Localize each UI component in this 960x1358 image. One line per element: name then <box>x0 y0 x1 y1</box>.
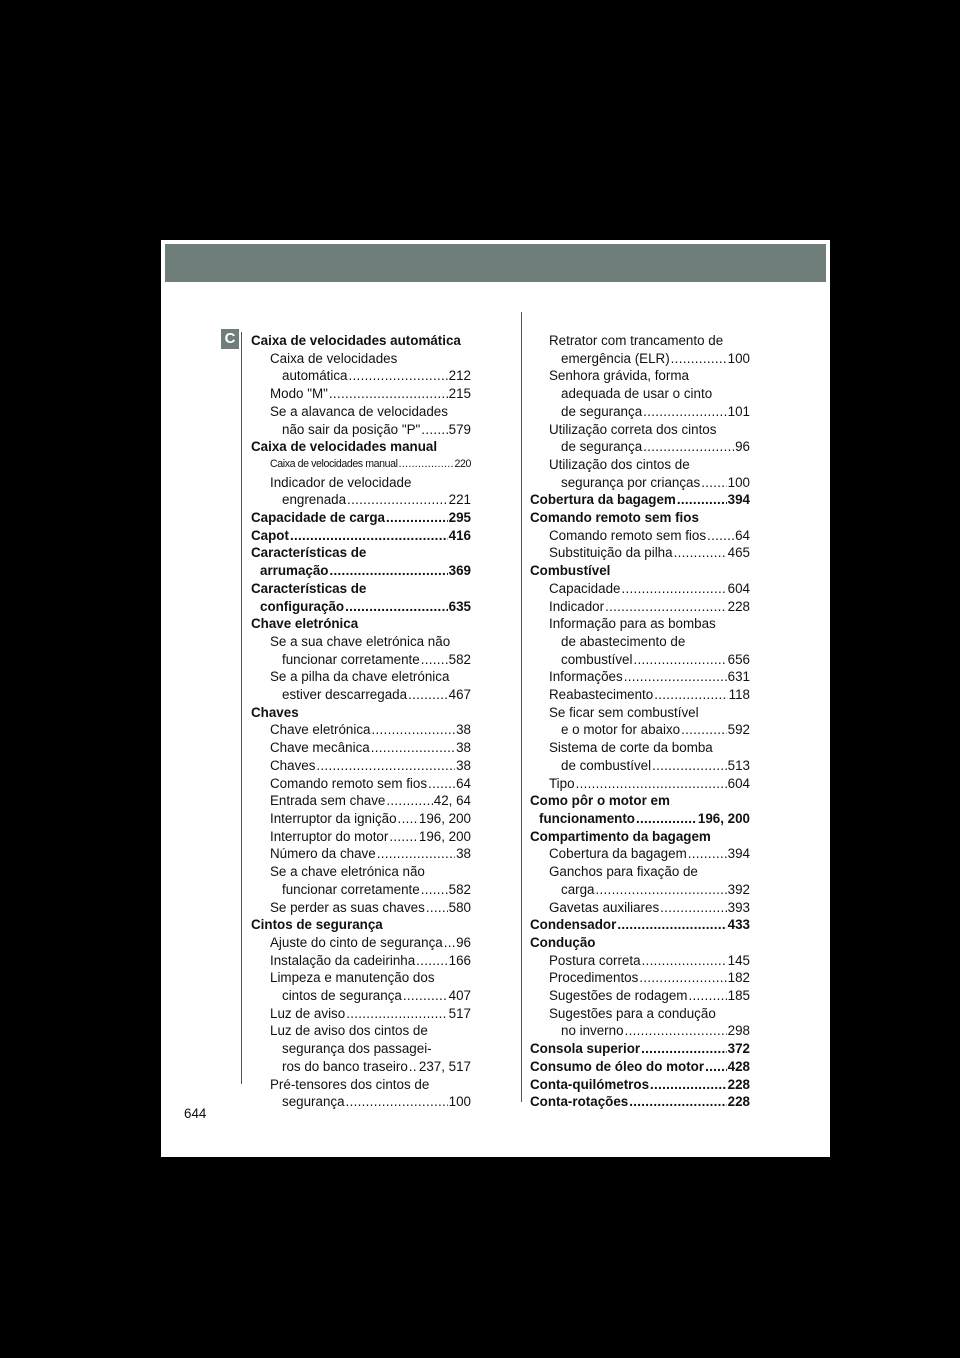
entry-text: Caixa de velocidades manual <box>270 457 398 470</box>
entry-text: Sistema de corte da bomba <box>549 740 713 756</box>
page-reference: 433 <box>727 917 750 933</box>
entry-text: Chave eletrónica <box>270 722 371 738</box>
dot-leader <box>707 527 734 545</box>
entry-text: funcionar corretamente <box>282 881 420 897</box>
entry-text: Combustível <box>530 563 611 579</box>
index-entry <box>251 704 471 722</box>
index-subentry <box>530 580 750 598</box>
index-entry <box>530 916 750 934</box>
entry-text: cintos de segurança <box>282 988 402 1004</box>
page-reference: 393 <box>727 899 750 915</box>
entry-text: Chaves <box>270 757 316 773</box>
index-subentry <box>530 332 750 367</box>
entry-text: Senhora grávida, forma <box>549 368 689 384</box>
header-bar <box>165 244 826 282</box>
index-subentry <box>530 598 750 616</box>
index-subentry <box>530 952 750 970</box>
page-reference: 96 <box>456 934 471 950</box>
index-entry <box>530 934 750 952</box>
entry-text: Ganchos para fixação de <box>549 864 698 880</box>
index-entry <box>251 332 471 350</box>
index-subentry <box>530 775 750 793</box>
dot-leader <box>639 969 726 987</box>
entry-text: Ajuste do cinto de segurança <box>270 934 443 950</box>
page-reference: 196, 200 <box>697 810 750 826</box>
dot-leader <box>641 1040 727 1058</box>
entry-text: Reabastecimento <box>549 687 654 703</box>
page-reference: 416 <box>448 527 471 543</box>
page-reference: 215 <box>448 386 471 402</box>
dot-leader <box>671 350 727 368</box>
entry-text: Tipo <box>549 775 575 791</box>
entry-text: Chave mecânica <box>270 740 370 756</box>
dot-leader <box>409 1058 418 1076</box>
dot-leader <box>674 544 727 562</box>
index-subentry <box>251 474 471 509</box>
entry-text: Cintos de segurança <box>251 917 383 933</box>
index-entry <box>530 509 750 527</box>
index-subentry <box>530 367 750 420</box>
page-reference: 298 <box>727 1023 750 1039</box>
dot-leader <box>372 721 456 739</box>
index-entry <box>530 491 750 509</box>
entry-text: adequada de usar o cinto <box>561 386 713 402</box>
dot-leader <box>290 527 448 545</box>
page-reference: 118 <box>728 687 750 703</box>
entry-text: Utilização correta dos cintos <box>549 421 717 437</box>
dot-leader <box>398 810 418 828</box>
index-subentry <box>530 704 750 739</box>
entry-text: Cobertura da bagagem <box>530 492 676 508</box>
index-subentry <box>530 527 750 545</box>
page-reference: 295 <box>448 510 471 526</box>
dot-leader <box>347 491 448 509</box>
entry-text: Instalação da cadeirinha <box>270 952 416 968</box>
page-reference: 604 <box>727 580 750 596</box>
dot-leader <box>643 438 734 456</box>
index-entry <box>251 615 471 633</box>
index-subentry <box>530 1005 750 1040</box>
page-reference: 372 <box>727 1041 750 1057</box>
page-reference: 394 <box>727 846 750 862</box>
entry-text: funcionamento <box>539 810 635 826</box>
entry-text: Gavetas auxiliares <box>549 899 660 915</box>
entry-text: Consumo de óleo do motor <box>530 1058 705 1074</box>
entry-text: Número da chave <box>270 846 376 862</box>
index-subentry <box>251 739 471 757</box>
entry-text: Modo "M" <box>270 386 328 402</box>
dot-leader <box>643 403 727 421</box>
entry-text: Caixa de velocidades manual <box>251 439 438 455</box>
index-subentry <box>251 828 471 846</box>
entry-text: carga <box>561 881 595 897</box>
page-reference: 42, 64 <box>433 793 471 809</box>
index-subentry <box>530 668 750 686</box>
page-reference: 196, 200 <box>418 810 471 826</box>
dot-leader <box>624 668 727 686</box>
dot-leader <box>399 456 454 474</box>
entry-text: funcionar corretamente <box>282 651 420 667</box>
index-entry <box>251 527 471 545</box>
entry-text: de combustível <box>561 757 652 773</box>
entry-text: Informações <box>549 669 623 685</box>
entry-text: Comando remoto sem fios <box>549 527 707 543</box>
index-subentry <box>251 668 471 703</box>
entry-text: e o motor for abaixo <box>561 722 681 738</box>
page-reference: 407 <box>448 988 471 1004</box>
entry-text: Pré-tensores dos cintos de <box>270 1076 430 1092</box>
index-subentry <box>251 934 471 952</box>
index-entry <box>251 544 471 579</box>
index-subentry <box>251 952 471 970</box>
page-reference: 582 <box>448 881 471 897</box>
entry-text: Se perder as suas chaves <box>270 899 425 915</box>
section-letter-tab: C <box>221 329 239 349</box>
entry-text: Se ficar sem combustível <box>549 704 699 720</box>
index-entry <box>530 1076 750 1094</box>
dot-leader <box>346 1005 447 1023</box>
page-reference: 101 <box>727 403 750 419</box>
entry-text: Substituição da pilha <box>549 545 673 561</box>
dot-leader <box>705 1058 727 1076</box>
entry-text: Postura correta <box>549 952 641 968</box>
index-subentry <box>251 792 471 810</box>
dot-leader <box>403 987 448 1005</box>
page-reference: 64 <box>735 527 750 543</box>
entry-text: de segurança <box>561 439 643 455</box>
entry-text: automática <box>282 368 348 384</box>
dot-leader <box>654 686 727 704</box>
dot-leader <box>428 775 455 793</box>
dot-leader <box>377 845 455 863</box>
index-subentry <box>251 845 471 863</box>
entry-text: segurança dos passagei- <box>282 1041 432 1057</box>
entry-text: Conta-rotações <box>530 1094 629 1110</box>
page-reference: 228 <box>727 1076 750 1092</box>
dot-leader <box>605 598 727 616</box>
entry-text: Chave eletrónica <box>251 616 359 632</box>
dot-leader <box>681 721 727 739</box>
entry-text: de abastecimento de <box>561 633 686 649</box>
dot-leader <box>629 1093 726 1111</box>
dot-leader <box>329 385 448 403</box>
page-reference: 38 <box>456 740 471 756</box>
index-subentry <box>251 1022 471 1075</box>
page-reference: 182 <box>727 970 750 986</box>
entry-text: configuração <box>260 598 345 614</box>
page-reference: 656 <box>727 651 750 667</box>
page-reference: 96 <box>735 439 750 455</box>
index-subentry <box>251 757 471 775</box>
entry-text: Entrada sem chave <box>270 793 386 809</box>
entry-text: Características de <box>251 545 367 561</box>
dot-leader <box>625 1022 727 1040</box>
entry-text: Interruptor da ignição <box>270 810 397 826</box>
page-reference: 221 <box>448 492 471 508</box>
page-reference: 100 <box>727 350 750 366</box>
dot-leader <box>660 899 727 917</box>
page-reference: 631 <box>727 669 750 685</box>
dot-leader <box>345 598 448 616</box>
entry-text: Capacidade <box>549 580 621 596</box>
dot-leader <box>426 899 448 917</box>
entry-text: Se a sua chave eletrónica não <box>270 633 451 649</box>
dot-leader <box>650 1076 727 1094</box>
page-reference: 228 <box>727 598 750 614</box>
entry-text: Se a chave eletrónica não <box>270 864 425 880</box>
page-reference: 228 <box>727 1094 750 1110</box>
page-reference: 465 <box>727 545 750 561</box>
dot-leader <box>386 509 448 527</box>
entry-text: combustível <box>561 651 633 667</box>
index-subentry <box>251 721 471 739</box>
entry-text: Caixa de velocidades <box>270 350 398 366</box>
entry-text: Capacidade de carga <box>251 510 385 526</box>
entry-text: segurança <box>282 1094 345 1110</box>
page-reference: 467 <box>448 687 471 703</box>
page-reference: 369 <box>448 563 471 579</box>
index-subentry <box>251 1005 471 1023</box>
index-subentry <box>530 544 750 562</box>
dot-leader <box>346 1093 448 1111</box>
index-entry <box>251 916 471 934</box>
dot-leader <box>421 881 448 899</box>
index-entry <box>251 580 471 615</box>
entry-text: segurança por crianças <box>561 474 701 490</box>
entry-text: Como pôr o motor em <box>530 793 670 809</box>
page-reference: 582 <box>448 651 471 667</box>
page-reference: 212 <box>448 368 471 384</box>
index-subentry <box>251 899 471 917</box>
entry-text: Consola superior <box>530 1041 641 1057</box>
dot-leader <box>389 828 418 846</box>
entry-text: Comando remoto sem fios <box>530 510 699 526</box>
entry-text: Chaves <box>251 704 299 720</box>
index-entry <box>530 828 750 846</box>
page-reference: 428 <box>727 1058 750 1074</box>
index-subentry <box>530 899 750 917</box>
dot-leader <box>421 651 448 669</box>
index-column-2 <box>530 332 750 1111</box>
dot-leader <box>642 952 727 970</box>
dot-leader <box>349 367 448 385</box>
page-reference: 38 <box>456 722 471 738</box>
entry-text: ros do banco traseiro <box>282 1058 408 1074</box>
page-reference: 580 <box>448 899 471 915</box>
index-subentry <box>530 615 750 668</box>
entry-text: Retrator com trancamento de <box>549 333 724 348</box>
entry-text: Capot <box>251 527 289 543</box>
dot-leader <box>677 491 727 509</box>
dot-leader <box>633 651 726 669</box>
page-reference: 579 <box>448 421 471 437</box>
dot-leader <box>621 580 726 598</box>
page-reference: 185 <box>727 988 750 1004</box>
entry-text: Sugestões de rodagem <box>549 988 688 1004</box>
page-reference: 513 <box>727 757 750 773</box>
entry-text: Indicador de velocidade <box>270 474 412 490</box>
entry-text: Procedimentos <box>549 970 639 986</box>
index-entry <box>530 1058 750 1076</box>
page-reference: 392 <box>727 881 750 897</box>
entry-text: arrumação <box>260 563 329 579</box>
index-subentry <box>251 1076 471 1111</box>
entry-text: Conta-quilómetros <box>530 1076 650 1092</box>
page-reference: 145 <box>727 952 750 968</box>
page-reference: 220 <box>454 457 471 470</box>
entry-text: Sugestões para a condução <box>549 1005 716 1021</box>
entry-text: engrenada <box>282 492 347 508</box>
entry-text: Compartimento da bagagem <box>530 828 711 844</box>
index-subentry <box>251 810 471 828</box>
entry-text: Comando remoto sem fios <box>270 775 428 791</box>
dot-leader <box>408 686 448 704</box>
dot-leader <box>371 739 455 757</box>
index-subentry <box>251 456 471 474</box>
page-reference: 64 <box>456 775 471 791</box>
index-subentry <box>251 350 471 385</box>
index-subentry <box>530 421 750 456</box>
index-entry <box>530 1040 750 1058</box>
index-subentry <box>530 863 750 898</box>
index-subentry <box>530 987 750 1005</box>
dot-leader <box>636 810 697 828</box>
index-subentry <box>530 969 750 987</box>
index-subentry <box>251 385 471 403</box>
dot-leader <box>576 775 727 793</box>
dot-leader <box>652 757 727 775</box>
entry-text: Luz de aviso dos cintos de <box>270 1023 428 1039</box>
entry-text: estiver descarregada <box>282 687 408 703</box>
page-reference: 237, 517 <box>418 1058 471 1074</box>
page-reference: 635 <box>448 598 471 614</box>
dot-leader <box>386 792 432 810</box>
page-reference: 166 <box>448 952 471 968</box>
entry-text: Indicador <box>549 598 605 614</box>
entry-text: Condensador <box>530 917 617 933</box>
entry-text: Informação para as bombas <box>549 616 716 632</box>
entry-text: Se a pilha da chave eletrónica <box>270 669 450 685</box>
entry-text: de segurança <box>561 403 643 419</box>
index-subentry <box>530 686 750 704</box>
entry-text: Condução <box>530 934 596 950</box>
entry-text: não sair da posição "P" <box>282 421 421 437</box>
dot-leader <box>688 845 727 863</box>
index-entry <box>530 792 750 827</box>
entry-text: Limpeza e manutenção dos <box>270 970 435 986</box>
index-entry <box>251 509 471 527</box>
page-reference: 517 <box>448 1005 471 1021</box>
dot-leader <box>688 987 726 1005</box>
dot-leader <box>596 881 727 899</box>
page-reference: 38 <box>456 757 471 773</box>
index-subentry <box>530 845 750 863</box>
index-subentry <box>251 863 471 898</box>
entry-text: Interruptor do motor <box>270 828 389 844</box>
dot-leader <box>444 934 455 952</box>
entry-text: Características de <box>251 580 367 596</box>
index-subentry <box>530 739 750 774</box>
page-reference: 604 <box>727 775 750 791</box>
entry-text: Utilização dos cintos de <box>549 456 690 472</box>
index-subentry <box>251 633 471 668</box>
page-reference: 100 <box>727 474 750 490</box>
page-reference: 592 <box>727 722 750 738</box>
column-divider <box>521 312 522 1102</box>
dot-leader <box>329 562 447 580</box>
dot-leader <box>617 916 726 934</box>
manual-page <box>161 240 830 1157</box>
entry-text: Luz de aviso <box>270 1005 346 1021</box>
index-subentry <box>251 969 471 1004</box>
dot-leader <box>701 474 726 492</box>
entry-text: emergência (ELR) <box>561 350 670 366</box>
index-entry <box>251 438 471 456</box>
page-number: 644 <box>184 1106 207 1121</box>
entry-text: Se a alavanca de velocidades <box>270 403 448 419</box>
page-reference: 394 <box>727 492 750 508</box>
index-subentry <box>530 456 750 491</box>
dot-leader <box>316 757 455 775</box>
dot-leader <box>421 421 447 439</box>
left-divider <box>241 332 242 1084</box>
index-entry <box>530 562 750 580</box>
page-reference: 196, 200 <box>418 828 471 844</box>
index-subentry <box>251 775 471 793</box>
entry-text: Cobertura da bagagem <box>549 846 687 862</box>
index-subentry <box>251 403 471 438</box>
entry-text: Caixa de velocidades automática <box>251 333 461 348</box>
dot-leader <box>416 952 447 970</box>
index-column-1 <box>251 332 471 1111</box>
page-reference: 100 <box>448 1094 471 1110</box>
index-entry <box>530 1093 750 1111</box>
page-reference: 38 <box>456 846 471 862</box>
entry-text: no inverno <box>561 1023 624 1039</box>
